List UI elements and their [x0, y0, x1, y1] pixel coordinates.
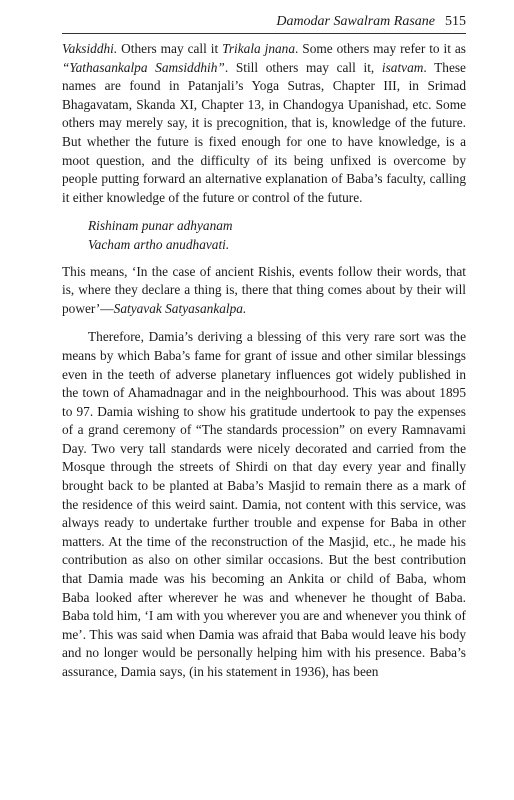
paragraph-2 — [62, 263, 466, 319]
term-trikala-jnana: Trikala jnana — [222, 41, 296, 56]
verse-line-1: Rishinam punar adhyanam — [88, 218, 233, 234]
term-isatvam: isatvam — [381, 59, 424, 75]
running-title: Damodar Sawalram Rasane — [276, 14, 435, 29]
page-number: 515 — [445, 14, 466, 29]
paragraph-1 — [62, 40, 466, 207]
text-run: . Still others may call it, — [224, 59, 382, 75]
text-run: . Some others may refer to it as — [295, 41, 466, 56]
term-yathasankalpa: “Yathasankalpa Samsiddhih” — [62, 59, 225, 75]
verse-line-2: Vacham artho anudhavati. — [88, 236, 230, 252]
sanskrit-verse — [88, 217, 466, 254]
running-header — [62, 14, 466, 34]
term-vaksiddhi: Vaksiddhi. — [62, 41, 118, 56]
paragraph-gap — [62, 318, 466, 328]
text-run: This means, ‘In the case of ancient Rishis, events follow their words, that is, where they declare a thing is, there that thing comes about by their will power’— — [62, 263, 466, 316]
term-satyavak: Satyavak Satyasankalpa. — [113, 300, 247, 316]
paragraph-3: Therefore, Damia’s deriving a blessing of this very rare sort was the means by which Baba’s fame for grant of issue and other similar blessings even in the teeth of adverse planetary influences got widely published in the town of Ahamadnagar and in the neighbourhood. This was about 1895 to 97. Damia wishing to show his gratitude undertook to pay the expenses of a grand ceremony of “The standards procession” on every Ramnavami Day. Two very tall standards were nicely decorated and carried from the Mosque through the streets of Shirdi on that day every year and finally brought back to be planted at Baba’s Masjid to remain there as a mark of the residence of this weird saint. Damia, not content with this service, was always ready to undertake further trouble and expense for Baba in other matters. At the time of the reconstruction of the Masjid, etc., he made his contribution as also on other similar occasions. But the best contribution that Damia made was his becoming an Ankita or child of Baba, whom Baba looked after wherever he was and whenever he thought of Baba. Baba told him, ‘I am with you wherever you are and whenever you think of me’. This was said when Damia was afraid that Baba would leave his body and no longer would be personally helping him with his presence. Baba’s assurance, Damia says, (in his statement in 1936), has been — [62, 329, 466, 679]
text-run: Others may call it — [117, 41, 223, 56]
book-page — [62, 14, 466, 682]
text-run: . These names are found in Patanjali’s Yoga Sutras, Chapter III, in Srimad Bhagavatam, Skanda XI, Chapter 13, in Chandogya Upanishad, etc. Some others may merely say, it is precognition, that is, knowledge of the future. But whether the future is fixed enough for one to have knowledge, is a moot question, and the difficulty of its being unfixed is overcome by people putting forward an alternative explanation of Baba’s faculty, calling it either knowledge of the future or control of the future. — [62, 59, 466, 205]
